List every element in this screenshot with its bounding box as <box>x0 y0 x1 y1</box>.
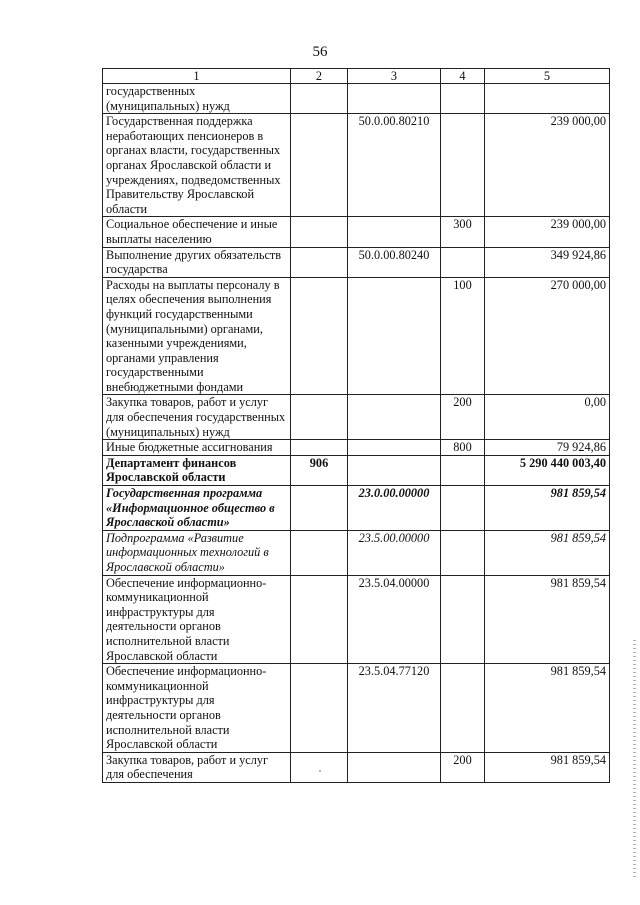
page-number: 56 <box>312 44 328 60</box>
row-code2-cell <box>291 247 348 277</box>
row-amount-cell: 981 859,54 <box>485 752 610 782</box>
row-code3-cell <box>348 277 441 395</box>
row-code3-cell <box>348 440 441 456</box>
row-code3-cell <box>348 217 441 247</box>
table-header-row <box>103 69 610 84</box>
row-amount-cell: 349 924,86 <box>485 247 610 277</box>
row-code2-cell <box>291 395 348 440</box>
table-row <box>103 530 610 575</box>
row-code2-cell <box>291 277 348 395</box>
row-code4-cell <box>441 486 485 531</box>
row-code3-cell <box>348 455 441 485</box>
row-name-cell: государственных (муниципальных) нужд <box>103 84 291 114</box>
row-code4-cell: 200 <box>441 395 485 440</box>
row-amount-cell: 270 000,00 <box>485 277 610 395</box>
row-name-cell: Закупка товаров, работ и услуг для обеспечения <box>103 752 291 782</box>
row-code3-cell: 23.5.04.77120 <box>348 664 441 753</box>
table-row <box>103 575 610 664</box>
row-code2-cell <box>291 217 348 247</box>
row-name-cell: Обеспечение информационно-коммуникационной инфраструктуры для деятельности органов исполнительной власти Ярославской области <box>103 664 291 753</box>
row-code4-cell <box>441 575 485 664</box>
header-col-2: 2 <box>291 69 348 84</box>
table-row <box>103 114 610 217</box>
table-row <box>103 217 610 247</box>
row-code4-cell <box>441 530 485 575</box>
row-code3-cell: 23.0.00.00000 <box>348 486 441 531</box>
row-amount-cell: 5 290 440 003,40 <box>485 455 610 485</box>
row-name-cell: Иные бюджетные ассигнования <box>103 440 291 456</box>
row-code3-cell <box>348 84 441 114</box>
row-name-cell: Обеспечение информационно-коммуникационной инфраструктуры для деятельности органов исполнительной власти Ярославской области <box>103 575 291 664</box>
row-name-cell: Государственная поддержка неработающих пенсионеров в органах власти, государственных органах Ярославской области и учреждениях, подведомственных Правительству Ярославской области <box>103 114 291 217</box>
row-code4-cell: 800 <box>441 440 485 456</box>
row-amount-cell: 981 859,54 <box>485 486 610 531</box>
row-code4-cell <box>441 664 485 753</box>
table-row <box>103 395 610 440</box>
row-code2-cell <box>291 664 348 753</box>
row-name-cell: Государственная программа «Информационное общество в Ярославской области» <box>103 486 291 531</box>
row-code4-cell <box>441 84 485 114</box>
row-code3-cell <box>348 752 441 782</box>
row-amount-cell: 239 000,00 <box>485 217 610 247</box>
table-row <box>103 277 610 395</box>
row-code3-cell: 50.0.00.80240 <box>348 247 441 277</box>
header-col-4: 4 <box>441 69 485 84</box>
scan-speck <box>319 770 321 772</box>
row-amount-cell: 981 859,54 <box>485 530 610 575</box>
row-code4-cell <box>441 455 485 485</box>
row-name-cell: Подпрограмма «Развитие информационных технологий в Ярославской области» <box>103 530 291 575</box>
row-code2-cell: 906 <box>291 455 348 485</box>
row-amount-cell: 239 000,00 <box>485 114 610 217</box>
table-row <box>103 247 610 277</box>
row-amount-cell: 981 859,54 <box>485 575 610 664</box>
table-row <box>103 752 610 782</box>
table-row <box>103 455 610 485</box>
scan-edge-marks <box>633 640 636 880</box>
row-name-cell: Департамент финансов Ярославской области <box>103 455 291 485</box>
row-name-cell: Закупка товаров, работ и услуг для обеспечения государственных (муниципальных) нужд <box>103 395 291 440</box>
row-amount-cell <box>485 84 610 114</box>
row-code4-cell: 100 <box>441 277 485 395</box>
row-code3-cell: 50.0.00.80210 <box>348 114 441 217</box>
header-col-3: 3 <box>348 69 441 84</box>
table-row <box>103 440 610 456</box>
row-code4-cell: 300 <box>441 217 485 247</box>
table-row <box>103 84 610 114</box>
row-code2-cell <box>291 440 348 456</box>
row-code4-cell: 200 <box>441 752 485 782</box>
row-name-cell: Расходы на выплаты персоналу в целях обеспечения выполнения функций государственными (муниципальными) органами, казенными учреждениями, органами управления государственными внебюджетными фондами <box>103 277 291 395</box>
row-amount-cell: 79 924,86 <box>485 440 610 456</box>
row-code2-cell <box>291 84 348 114</box>
budget-table <box>102 68 610 783</box>
row-code2-cell <box>291 486 348 531</box>
table-row <box>103 486 610 531</box>
row-code2-cell <box>291 752 348 782</box>
row-code3-cell: 23.5.04.00000 <box>348 575 441 664</box>
row-code2-cell <box>291 114 348 217</box>
row-name-cell: Социальное обеспечение и иные выплаты населению <box>103 217 291 247</box>
row-amount-cell: 981 859,54 <box>485 664 610 753</box>
header-col-1: 1 <box>103 69 291 84</box>
row-code3-cell <box>348 395 441 440</box>
row-code4-cell <box>441 247 485 277</box>
row-name-cell: Выполнение других обязательств государства <box>103 247 291 277</box>
row-code2-cell <box>291 575 348 664</box>
table-row <box>103 664 610 753</box>
row-code4-cell <box>441 114 485 217</box>
row-amount-cell: 0,00 <box>485 395 610 440</box>
header-col-5: 5 <box>485 69 610 84</box>
row-code3-cell: 23.5.00.00000 <box>348 530 441 575</box>
row-code2-cell <box>291 530 348 575</box>
